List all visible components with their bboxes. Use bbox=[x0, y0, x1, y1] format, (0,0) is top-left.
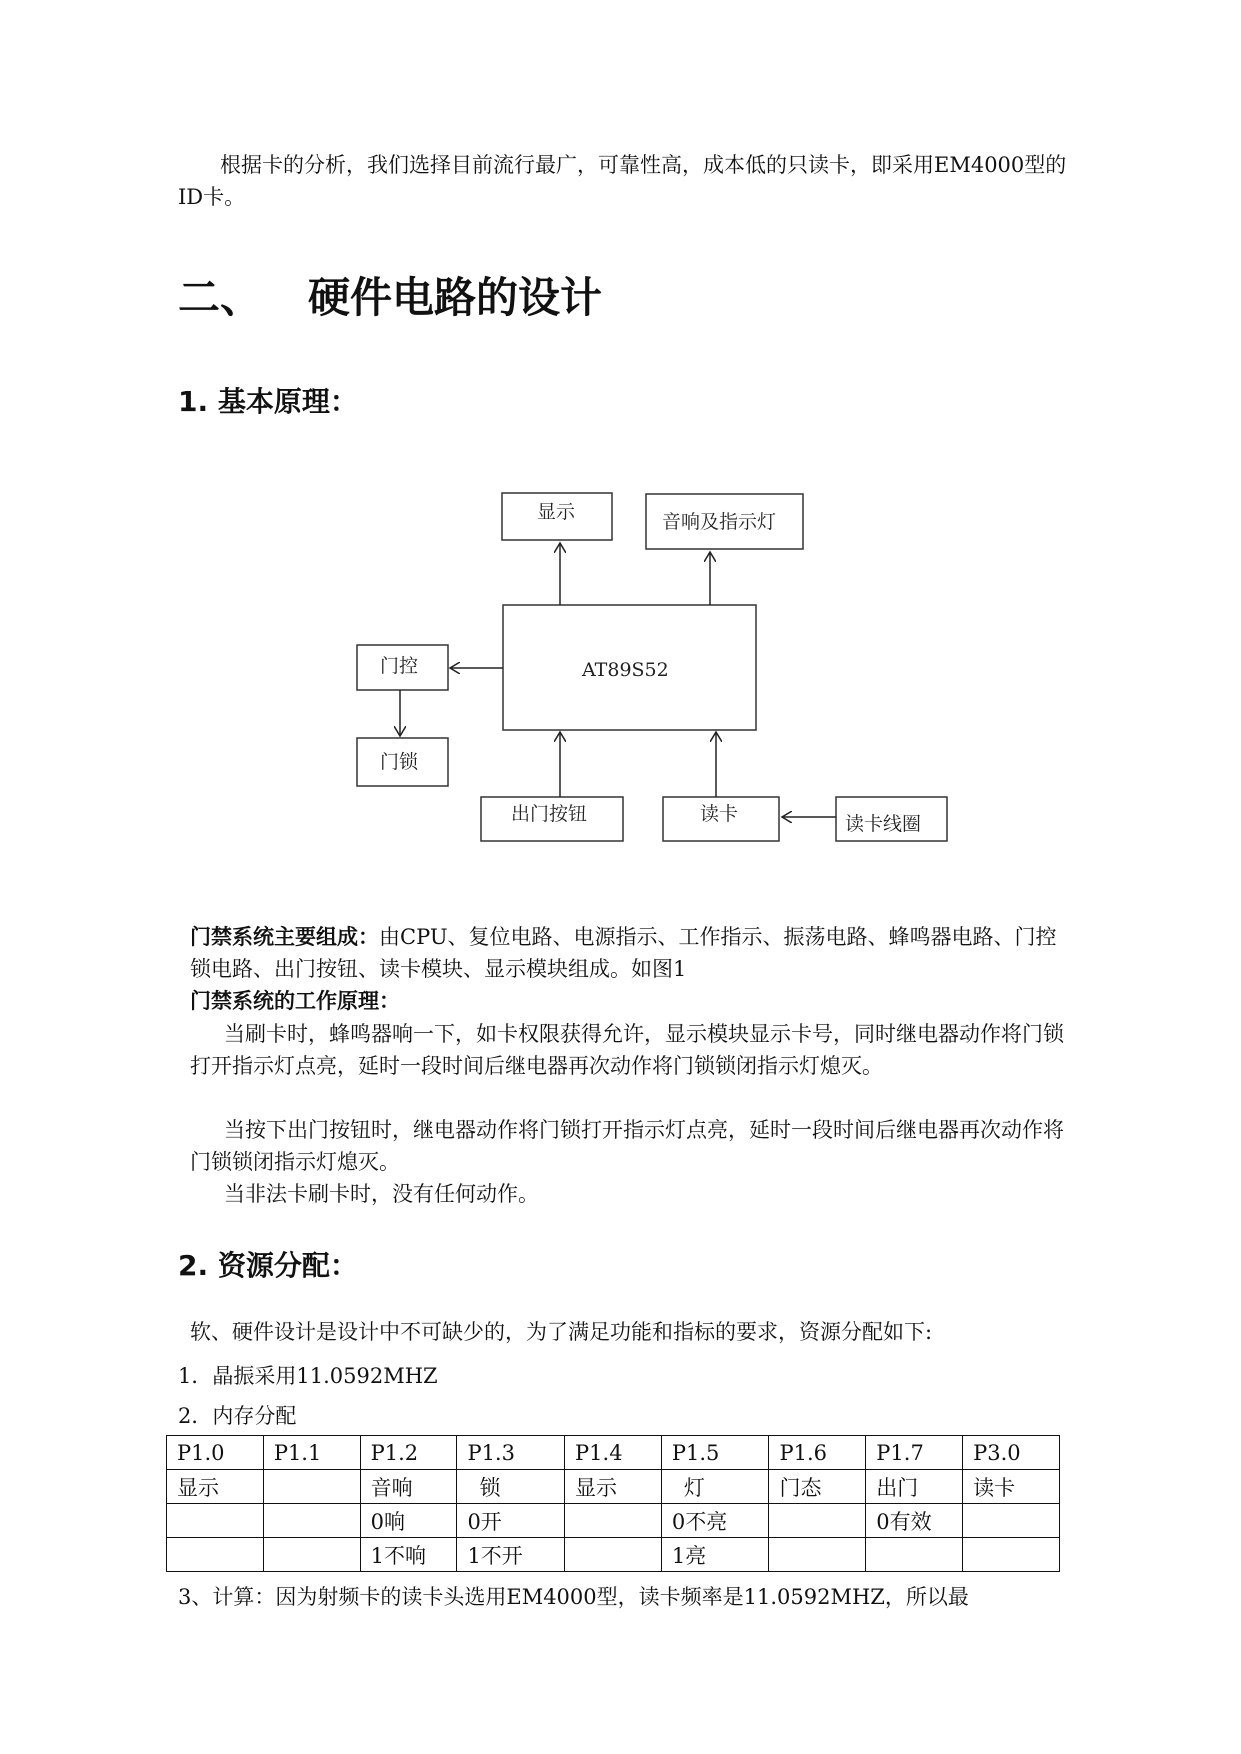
intro-paragraph: 根据卡的分析，我们选择目前流行最广，可靠性高，成本低的只读卡，即采用EM4000型的ID卡。 bbox=[178, 153, 1067, 209]
reader-coil-label: 读卡线圈 bbox=[845, 813, 922, 835]
table-cell: 0有效 bbox=[866, 1504, 963, 1538]
table-cell: P1.4 bbox=[565, 1436, 662, 1470]
table-cell: 门态 bbox=[769, 1470, 866, 1504]
resource-intro: 软、硬件设计是设计中不可缺少的，为了满足功能和指标的要求，资源分配如下: bbox=[190, 1320, 933, 1344]
subsection-1-heading: 1. 基本原理： bbox=[178, 385, 358, 418]
table-cell bbox=[263, 1538, 360, 1572]
exit-button-label: 出门按钮 bbox=[511, 803, 588, 825]
table-cell: 1不响 bbox=[360, 1538, 457, 1572]
table-cell bbox=[963, 1504, 1060, 1538]
composition-label: 门禁系统主要组成： bbox=[190, 925, 379, 949]
display-label: 显示 bbox=[537, 501, 576, 523]
sound-light-label: 音响及指示灯 bbox=[662, 511, 777, 533]
principle-paragraph-2: 当按下出门按钮时，继电器动作将门锁打开指示灯点亮，延时一段时间后继电器再次动作将门锁锁闭指示灯熄灭。 bbox=[190, 1118, 1064, 1174]
mcu-label: AT89S52 bbox=[582, 659, 669, 681]
table-cell: 显示 bbox=[167, 1470, 264, 1504]
table-cell: P1.2 bbox=[360, 1436, 457, 1470]
table-cell: 0不亮 bbox=[661, 1504, 769, 1538]
table-cell bbox=[565, 1504, 662, 1538]
composition-paragraph bbox=[190, 921, 1070, 985]
door-lock-label: 门锁 bbox=[380, 751, 419, 773]
table-row bbox=[167, 1436, 1060, 1470]
composition-text: 由CPU、复位电路、电源指示、工作指示、振荡电路、蜂鸣器电路、门控锁电路、出门按钮、读卡模块、显示模块组成。如图1 bbox=[190, 925, 1057, 981]
resource-item-3: 3、计算：因为射频卡的读卡头选用EM4000型，读卡频率是11.0592MHZ，所以最 bbox=[178, 1585, 969, 1609]
table-cell: P1.7 bbox=[866, 1436, 963, 1470]
section-number: 二、 bbox=[178, 273, 263, 322]
table-row bbox=[167, 1538, 1060, 1572]
section-title: 硬件电路的设计 bbox=[308, 273, 603, 322]
table-cell: 0响 bbox=[360, 1504, 457, 1538]
table-cell: P1.5 bbox=[661, 1436, 769, 1470]
table-cell bbox=[963, 1538, 1060, 1572]
table-cell bbox=[866, 1538, 963, 1572]
table-cell bbox=[263, 1504, 360, 1538]
table-cell: 读卡 bbox=[963, 1470, 1060, 1504]
table-row bbox=[167, 1504, 1060, 1538]
table-cell: 0开 bbox=[457, 1504, 565, 1538]
table-cell bbox=[769, 1504, 866, 1538]
table-cell: P3.0 bbox=[963, 1436, 1060, 1470]
principle-paragraph-1: 当刷卡时，蜂鸣器响一下，如卡权限获得允许，显示模块显示卡号，同时继电器动作将门锁打开指示灯点亮，延时一段时间后继电器再次动作将门锁锁闭指示灯熄灭。 bbox=[190, 1022, 1064, 1078]
resource-item-2: 2．内存分配 bbox=[178, 1404, 297, 1428]
table-cell: P1.0 bbox=[167, 1436, 264, 1470]
table-cell: 1亮 bbox=[661, 1538, 769, 1572]
table-row bbox=[167, 1470, 1060, 1504]
subsection-2-heading: 2. 资源分配： bbox=[178, 1249, 358, 1282]
memory-allocation-table bbox=[166, 1435, 1060, 1572]
table-cell bbox=[167, 1504, 264, 1538]
table-cell bbox=[263, 1470, 360, 1504]
table-cell: P1.1 bbox=[263, 1436, 360, 1470]
table-cell bbox=[167, 1538, 264, 1572]
resource-item-1: 1．晶振采用11.0592MHZ bbox=[178, 1364, 438, 1388]
principle-paragraph-3: 当非法卡刷卡时，没有任何动作。 bbox=[224, 1182, 539, 1206]
door-control-label: 门控 bbox=[380, 655, 419, 677]
table-cell bbox=[565, 1538, 662, 1572]
table-cell: 锁 bbox=[457, 1470, 565, 1504]
table-cell: 出门 bbox=[866, 1470, 963, 1504]
table-cell: 灯 bbox=[661, 1470, 769, 1504]
table-cell bbox=[769, 1538, 866, 1572]
table-cell: P1.3 bbox=[457, 1436, 565, 1470]
table-cell: 显示 bbox=[565, 1470, 662, 1504]
card-reader-label: 读卡 bbox=[700, 803, 739, 825]
table-cell: P1.6 bbox=[769, 1436, 866, 1470]
table-cell: 1不开 bbox=[457, 1538, 565, 1572]
principle-label: 门禁系统的工作原理： bbox=[190, 989, 400, 1013]
table-cell: 音响 bbox=[360, 1470, 457, 1504]
